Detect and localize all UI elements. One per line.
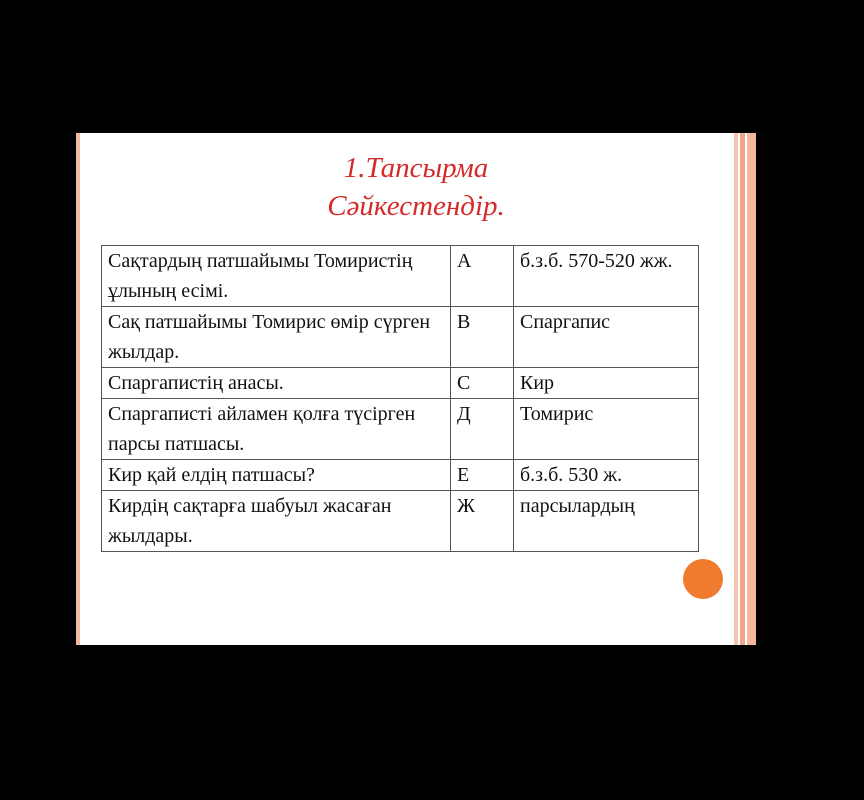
letter-cell: Д bbox=[451, 399, 514, 460]
table-row bbox=[102, 399, 699, 460]
answer-cell: Томирис bbox=[514, 399, 699, 460]
letter-cell: В bbox=[451, 307, 514, 368]
question-cell: Сақ патшайымы Томирис өмір сүрген жылдар. bbox=[102, 307, 451, 368]
answer-cell: Кир bbox=[514, 368, 699, 399]
question-cell: Кир қай елдің патшасы? bbox=[102, 460, 451, 491]
slide-title: 1.Тапсырма bbox=[343, 152, 489, 184]
table-row bbox=[102, 246, 699, 307]
orange-circle-decoration bbox=[683, 559, 723, 599]
table-row bbox=[102, 460, 699, 491]
table-row bbox=[102, 491, 699, 552]
answer-cell: б.з.б. 530 ж. bbox=[514, 460, 699, 491]
question-cell: Спаргапистің анасы. bbox=[102, 368, 451, 399]
letter-cell: С bbox=[451, 368, 514, 399]
matching-table bbox=[101, 245, 699, 552]
answer-cell: парсылардың bbox=[514, 491, 699, 552]
letter-cell: Ж bbox=[451, 491, 514, 552]
letter-cell: А bbox=[451, 246, 514, 307]
question-cell: Сақтардың патшайымы Томиристің ұлының есімі. bbox=[102, 246, 451, 307]
slide bbox=[76, 133, 756, 645]
slide-subtitle: Сәйкестендір. bbox=[327, 190, 505, 222]
answer-cell: Спаргапис bbox=[514, 307, 699, 368]
letter-cell: Е bbox=[451, 460, 514, 491]
question-cell: Спаргаписті айламен қолға түсірген парсы патшасы. bbox=[102, 399, 451, 460]
question-cell: Кирдің сақтарға шабуыл жасаған жылдары. bbox=[102, 491, 451, 552]
answer-cell: б.з.б. 570-520 жж. bbox=[514, 246, 699, 307]
table-row bbox=[102, 368, 699, 399]
table-row bbox=[102, 307, 699, 368]
